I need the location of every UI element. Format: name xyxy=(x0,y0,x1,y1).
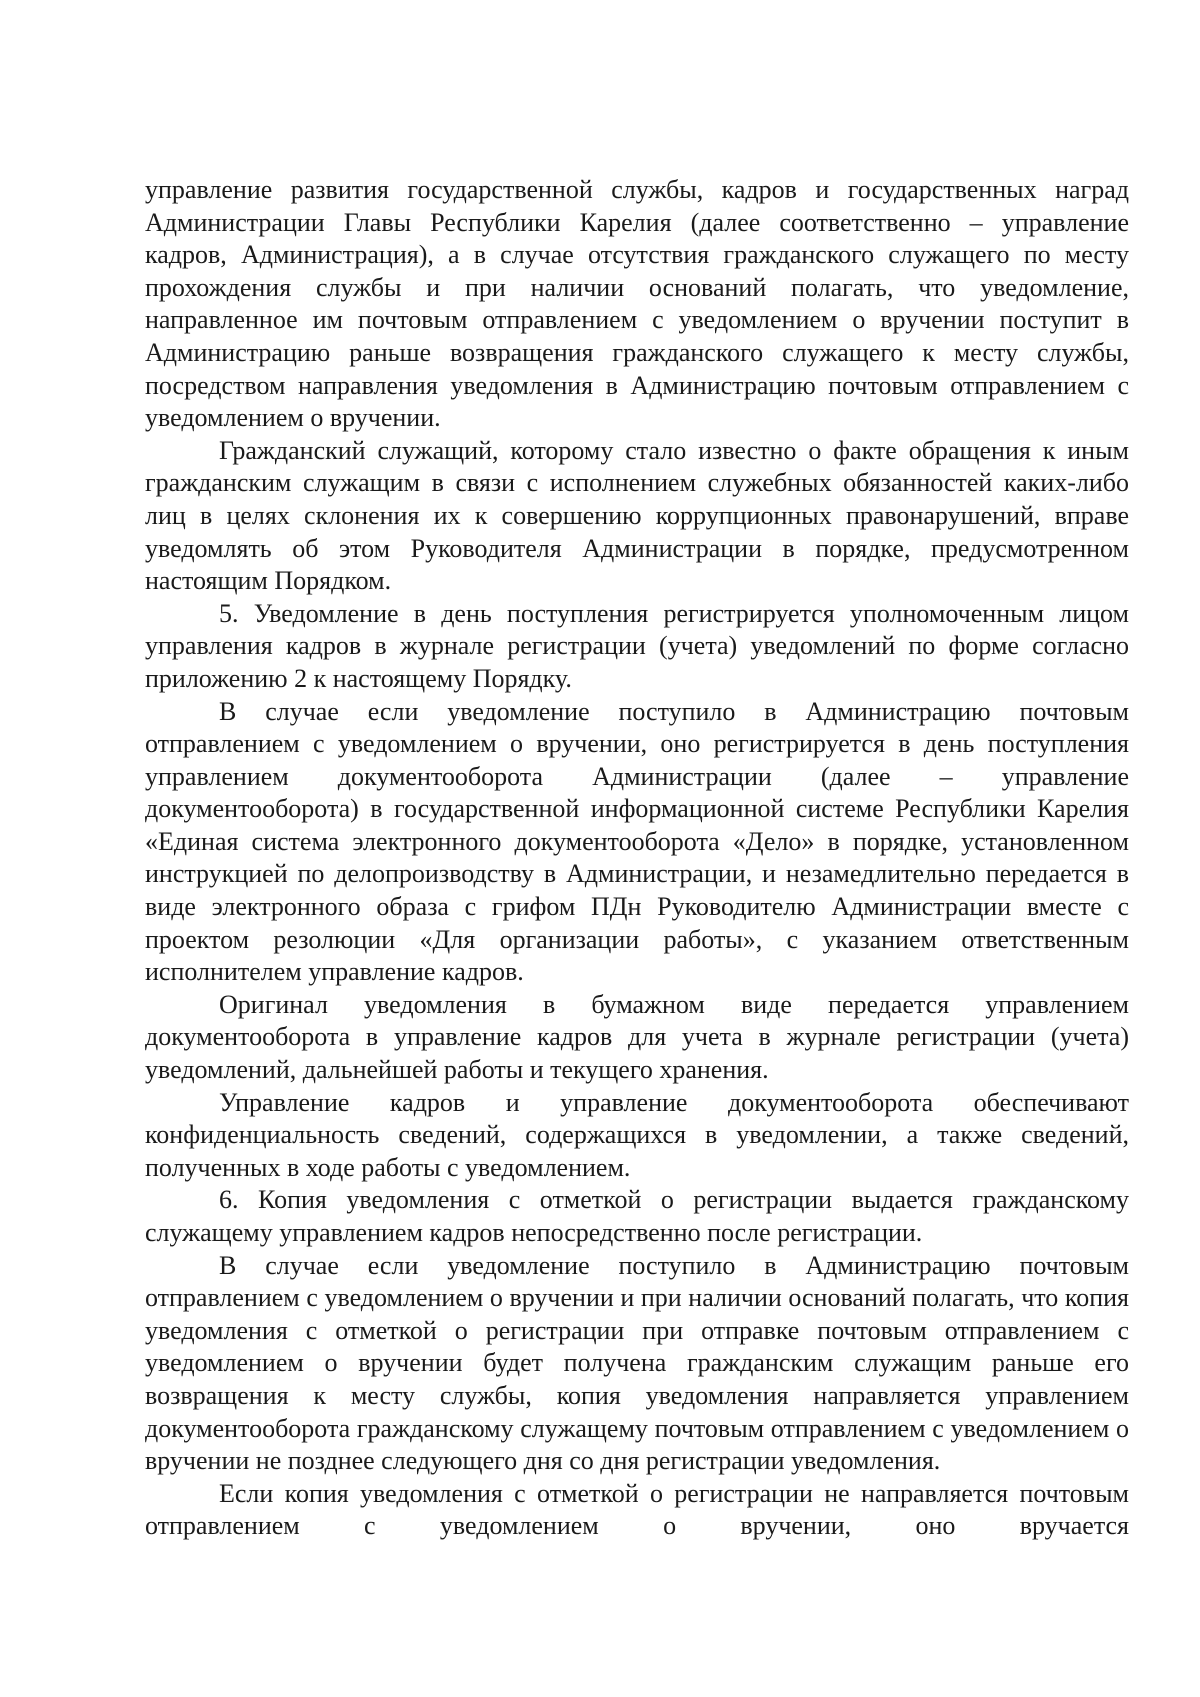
paragraph-5: Оригинал уведомления в бумажном виде передается управлением документооборота в управление кадров для учета в журнале регистрации (учета) уведомлений, дальнейшей работы и текущего хранения. xyxy=(145,989,1129,1085)
paragraph-9: Если копия уведомления с отметкой о регистрации не направляется почтовым отправлением с уведомлением о вручении, оно вручается xyxy=(145,1478,1129,1541)
paragraph-3: 5. Уведомление в день поступления регистрируется уполномоченным лицом управления кадров в журнале регистрации (учета) уведомлений по форме согласно приложению 2 к настоящему Порядку. xyxy=(145,598,1129,693)
document-body xyxy=(145,174,1129,1543)
paragraph-4: В случае если уведомление поступило в Администрацию почтовым отправлением с уведомлением о вручении, оно регистрируется в день поступления управлением документооборота Администрации (далее – управление документооборота) в государственной информационной системе Республики Карелия «Единая система электронного документооборота «Дело» в порядке, установленном инструкцией по делопроизводству в Администрации, и незамедлительно передается в виде электронного образа с грифом ПДн Руководителю Администрации вместе с проектом резолюции «Для организации работы», с указанием ответственным исполнителем управление кадров. xyxy=(145,696,1129,987)
paragraph-2: Гражданский служащий, которому стало известно о факте обращения к иным гражданским служащим в связи с исполнением служебных обязанностей каких-либо лиц в целях склонения их к совершению коррупционных правонарушений, вправе уведомлять об этом Руководителя Администрации в порядке, предусмотренном настоящим Порядком. xyxy=(145,435,1129,596)
paragraph-7: 6. Копия уведомления с отметкой о регистрации выдается гражданскому служащему управлением кадров непосредственно после регистрации. xyxy=(145,1185,1129,1247)
paragraph-8: В случае если уведомление поступило в Администрацию почтовым отправлением с уведомлением о вручении и при наличии оснований полагать, что копия уведомления с отметкой о регистрации при отправке почтовым отправлением с уведомлением о вручении будет получена гражданским служащим раньше его возвращения к месту службы, копия уведомления направляется управлением документооборота гражданскому служащему почтовым отправлением с уведомлением о вручении не позднее следующего дня со дня регистрации уведомления. xyxy=(145,1250,1129,1476)
paragraph-1: управление развития государственной службы, кадров и государственных наград Администрации Главы Республики Карелия (далее соответственно – управление кадров, Администрация), а в случае отсутствия гражданского служащего по месту прохождения службы и при наличии оснований полагать, что уведомление, направленное им почтовым отправлением с уведомлением о вручении поступит в Администрацию раньше возвращения гражданского служащего к месту службы, посредством направления уведомления в Администрацию почтовым отправлением с уведомлением о вручении. xyxy=(145,175,1129,433)
paragraph-6: Управление кадров и управление документооборота обеспечивают конфиденциальность сведений, содержащихся в уведомлении, а также сведений, полученных в ходе работы с уведомлением. xyxy=(145,1087,1129,1182)
